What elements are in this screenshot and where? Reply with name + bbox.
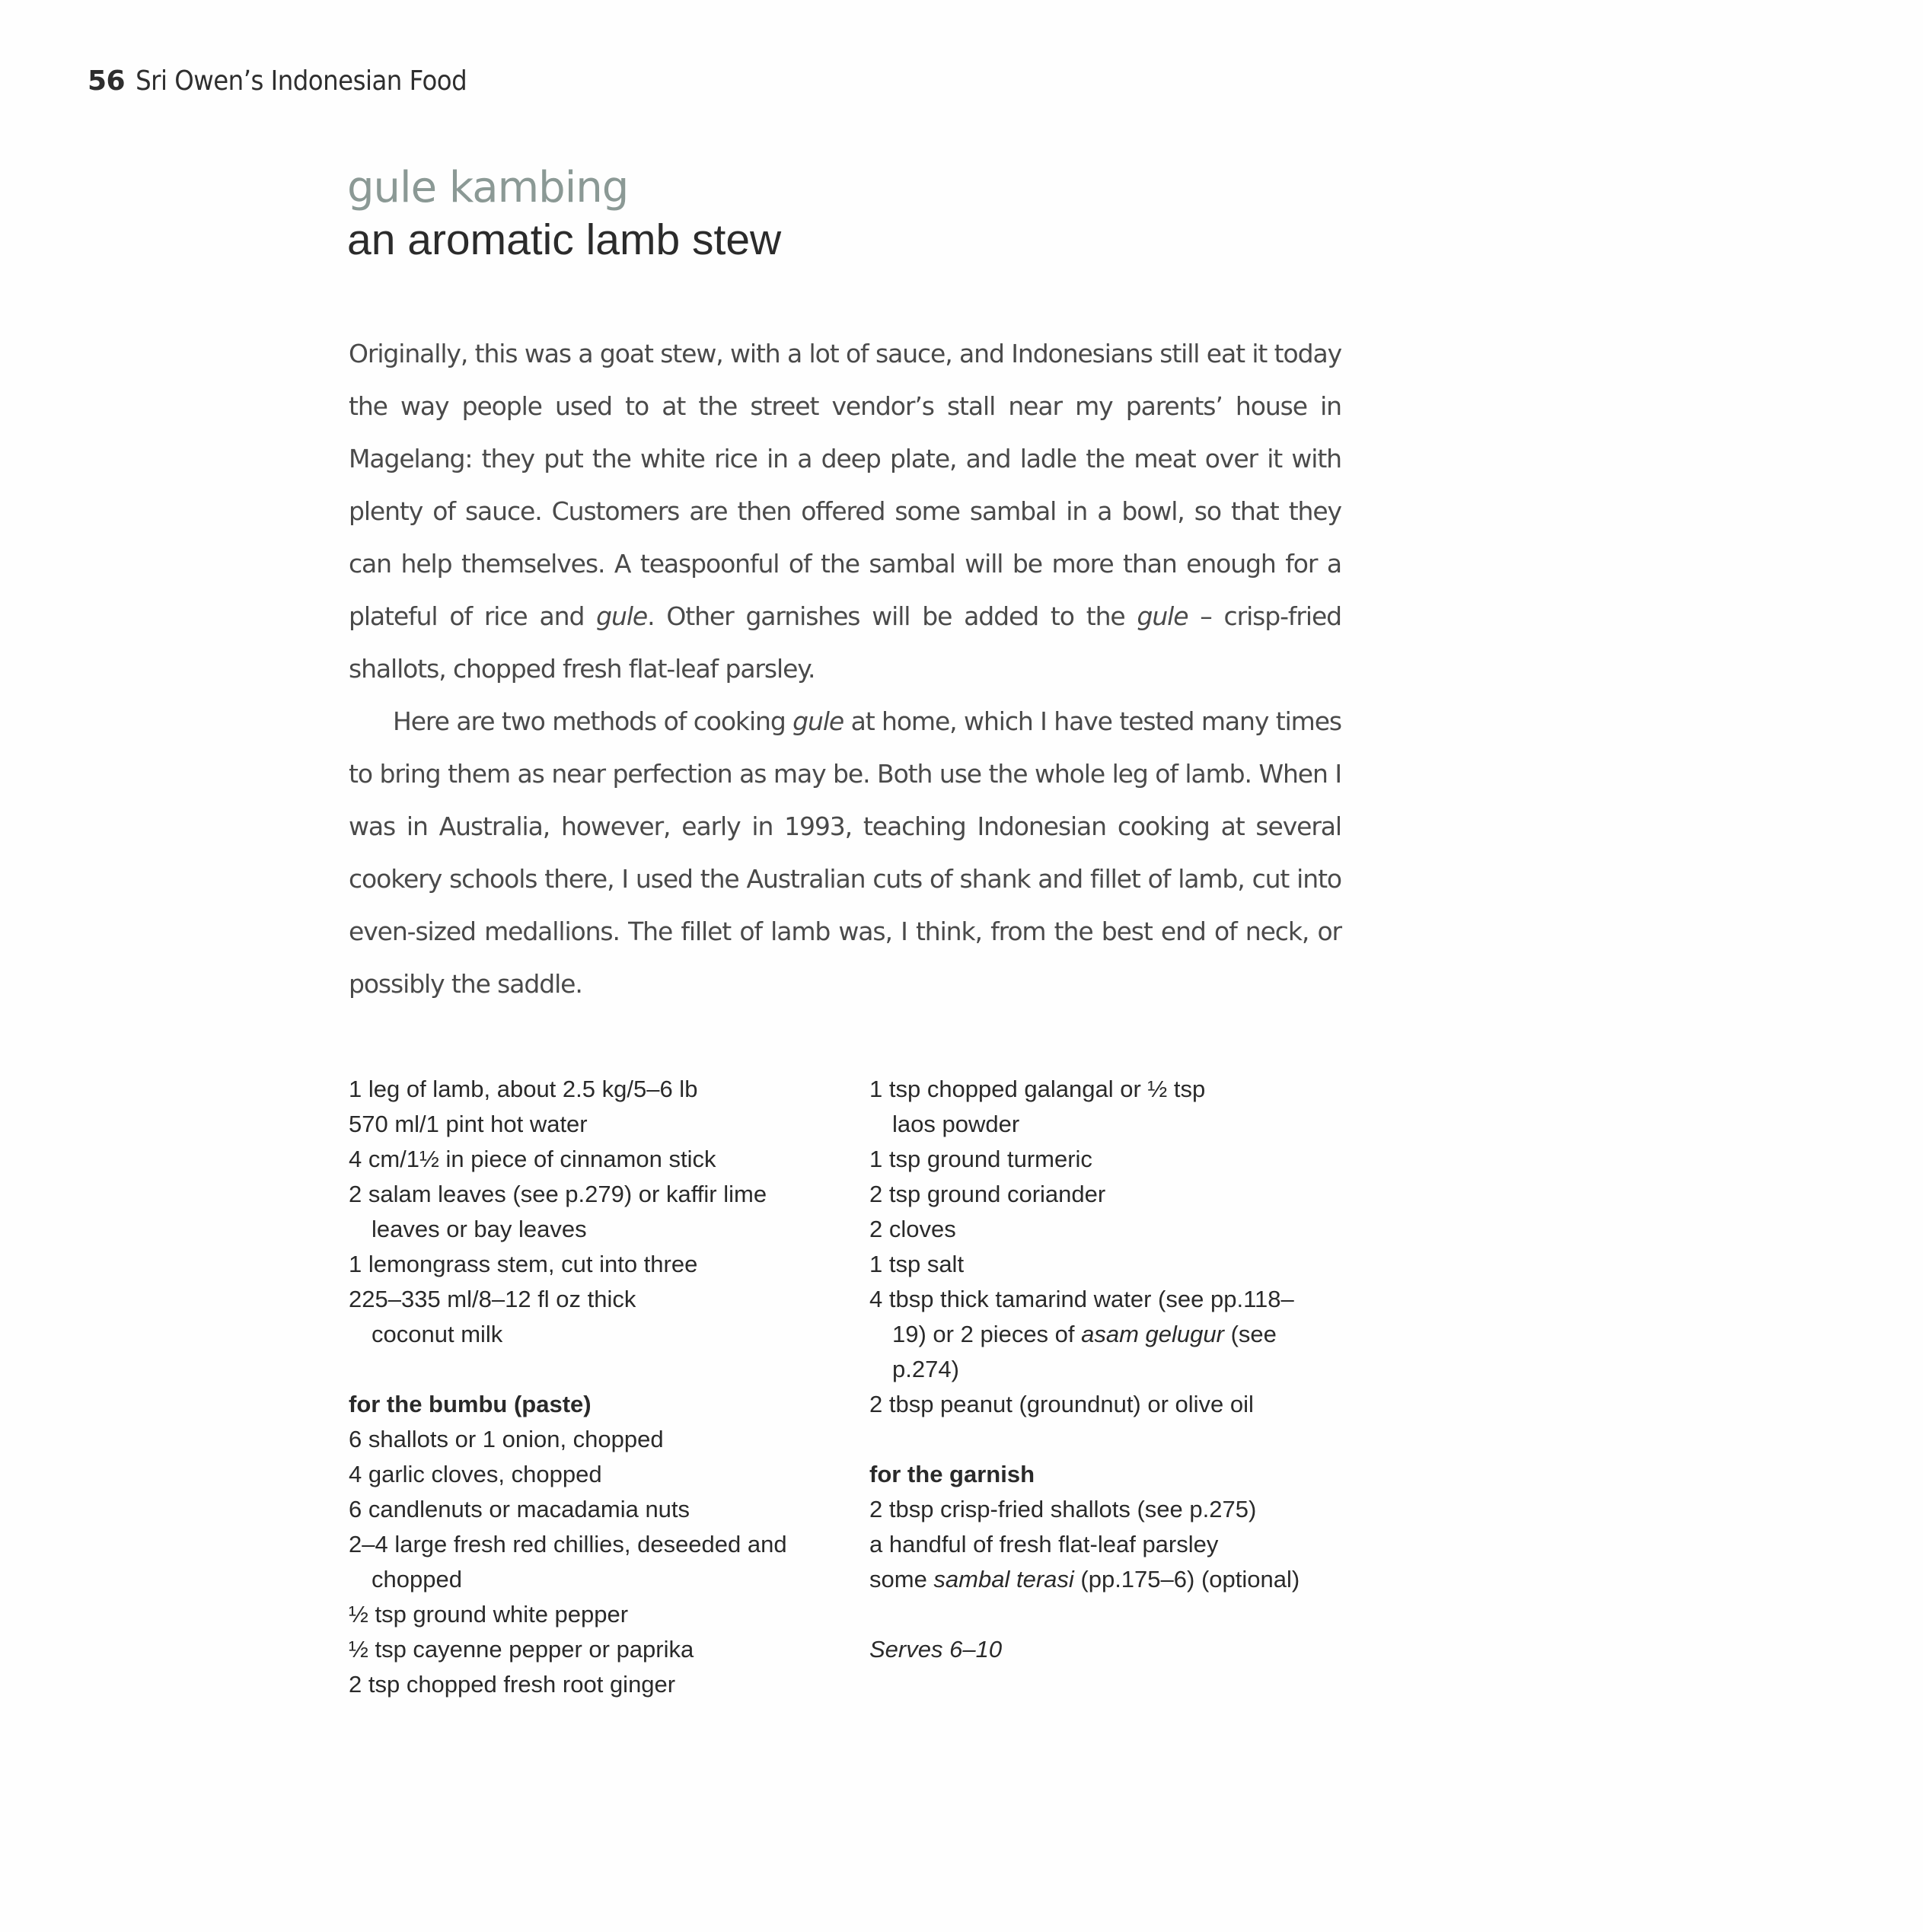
- bumbu-heading: for the bumbu (paste): [349, 1391, 592, 1417]
- ingredient-item: ½ tsp cayenne pepper or paprika: [349, 1636, 694, 1663]
- spacer: [869, 1597, 1372, 1632]
- ingredient-item: 6 shallots or 1 onion, chopped: [349, 1426, 664, 1452]
- ingredient-item: 570 ml/1 pint hot water: [349, 1111, 588, 1137]
- ingredients-column-left: [349, 1072, 836, 1702]
- ingredient-item: 2 salam leaves (see p.279) or kaffir lime leaves or bay leaves: [349, 1181, 767, 1242]
- recipe-title-english: an aromatic lamb stew: [347, 215, 782, 264]
- ingredient-item: ½ tsp ground white pepper: [349, 1601, 629, 1628]
- ingredient-item: 2 cloves: [869, 1216, 956, 1242]
- page-number: 56: [88, 65, 126, 97]
- book-title: Sri Owen’s Indonesian Food: [136, 65, 467, 97]
- ingredient-item: 2 tsp ground coriander: [869, 1181, 1106, 1207]
- spacer: [349, 1352, 836, 1387]
- recipe-introduction: [349, 327, 1341, 1010]
- recipe-title-local: gule kambing: [347, 163, 629, 212]
- ingredient-item: 2 tbsp crisp-fried shallots (see p.275): [869, 1496, 1257, 1522]
- garnish-heading: for the garnish: [869, 1461, 1035, 1487]
- serves-note: Serves 6–10: [869, 1636, 1003, 1663]
- ingredient-item-tamarind: 4 tbsp thick tamarind water (see pp.118–19) or 2 pieces of asam gelugur (see p.274): [869, 1286, 1294, 1382]
- ingredient-item-sambal: some sambal terasi (pp.175–6) (optional): [869, 1566, 1300, 1592]
- ingredient-item: 2 tsp chopped fresh root ginger: [349, 1671, 676, 1698]
- spacer: [869, 1422, 1372, 1457]
- ingredient-item: 1 tsp ground turmeric: [869, 1146, 1092, 1172]
- intro-paragraph-1: Originally, this was a goat stew, with a lot of sauce, and Indonesians still eat it today the way people used to at the street vendor’s stall near my parents’ house in Magelang: they put the white rice in a deep plate, and ladle the meat over it with plenty of sauce. Customers are then offered some sambal in a bowl, so that they can help themselves. A teaspoonful of the sambal will be more than enough for a plateful of rice and gule. Other garnishes will be added to the gule – crisp-fried shallots, chopped fresh flat-leaf parsley.: [349, 339, 1341, 684]
- ingredient-item: a handful of fresh flat-leaf parsley: [869, 1531, 1219, 1557]
- ingredient-item: 2–4 large fresh red chillies, deseeded and chopped: [349, 1531, 787, 1592]
- ingredient-item: 1 leg of lamb, about 2.5 kg/5–6 lb: [349, 1076, 698, 1102]
- ingredient-item: 225–335 ml/8–12 fl oz thick coconut milk: [349, 1286, 636, 1347]
- ingredient-item: 1 lemongrass stem, cut into three: [349, 1251, 698, 1277]
- ingredient-item: 1 tsp chopped galangal or ½ tsp laos powder: [869, 1076, 1206, 1137]
- intro-paragraph-2: Here are two methods of cooking gule at home, which I have tested many times to bring them as near perfection as may be. Both use the whole leg of lamb. When I was in Australia, however, early in 1993, teaching Indonesian cooking at several cookery schools there, I used the Australian cuts of shank and fillet of lamb, cut into even-sized medallions. The fillet of lamb was, I think, from the best end of neck, or possibly the saddle.: [349, 706, 1341, 999]
- running-head: [88, 65, 467, 97]
- ingredients-column-right: [869, 1072, 1372, 1667]
- ingredient-item: 4 cm/1½ in piece of cinnamon stick: [349, 1146, 716, 1172]
- ingredient-item: 4 garlic cloves, chopped: [349, 1461, 602, 1487]
- ingredient-item: 6 candlenuts or macadamia nuts: [349, 1496, 690, 1522]
- ingredient-item: 1 tsp salt: [869, 1251, 965, 1277]
- ingredient-item: 2 tbsp peanut (groundnut) or olive oil: [869, 1391, 1254, 1417]
